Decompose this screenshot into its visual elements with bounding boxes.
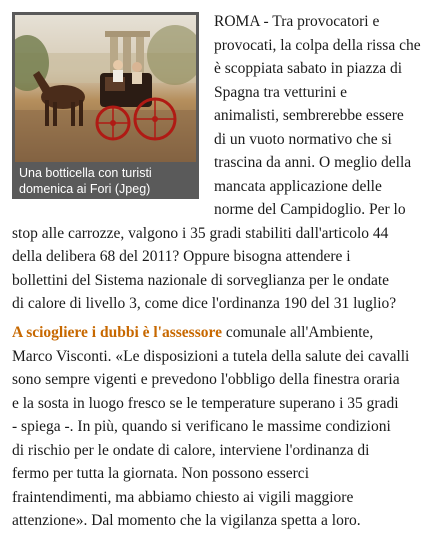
text-line: norme del Campidoglio. Per lo xyxy=(214,201,406,218)
photo-illustration xyxy=(15,15,196,162)
text-line: stop alle carrozze, valgono i 35 gradi stabiliti dall'articolo 44 xyxy=(12,224,389,242)
text-line: attenzione». Dal momento che la vigilanza spetta a loro. xyxy=(12,512,361,529)
text-line: bollettini del Sistema nazionale di sorveglianza per le ondate xyxy=(12,271,390,289)
text-line: di rischio per le ondate di calore, interviene l'ordinanza di xyxy=(12,441,370,459)
text-line: Spagna tra vetturini e xyxy=(214,83,347,101)
caption-line-2: domenica ai Fori (Jpeg) xyxy=(19,182,151,196)
text-line: e la sosta in luogo fresco se le temperature superano i 35 gradi xyxy=(12,394,399,412)
text-line: mancata applicazione delle xyxy=(214,177,382,195)
text-line: animalisti, sembrerebbe essere xyxy=(214,107,404,124)
text-line: trascina da anni. O meglio della xyxy=(214,154,412,171)
text-line: fermo per tutta la giornata. Non possono esserci xyxy=(12,465,309,482)
text-line xyxy=(12,321,438,345)
paragraph-2 xyxy=(12,321,438,533)
text-line: - spiega -. In più, quando si verificano le massime condizioni xyxy=(12,418,391,435)
horse-carriage-photo xyxy=(15,15,196,162)
photo-frame[interactable] xyxy=(12,12,199,199)
text-line: di un vuoto normativo che si xyxy=(214,130,392,148)
text-line: fraintendimenti, ma abbiamo chiesto ai vigili maggiore xyxy=(12,488,354,506)
lead-rest: comunale all'Ambiente, xyxy=(221,324,374,341)
paragraph-1-beside-photo xyxy=(214,10,439,198)
photo-caption xyxy=(15,165,196,197)
text-line: della delibera 68 del 2011? Oppure bisogna attendere i xyxy=(12,248,351,265)
text-line: di calore di livello 3, come dice l'ordinanza 190 del 31 luglio? xyxy=(12,295,397,312)
text-line: ROMA - Tra provocatori e xyxy=(214,13,380,30)
text-line: sono sempre vigenti e prevedono l'obbligo della finestra oraria xyxy=(12,371,400,388)
text-line: è scoppiata sabato in piazza di xyxy=(214,60,403,77)
paragraph-1-full-width xyxy=(12,198,438,316)
lead-in: A sciogliere i dubbi è l'assessore xyxy=(12,324,222,341)
text-line: Marco Visconti. «Le disposizioni a tutela della salute dei cavalli xyxy=(12,347,410,365)
caption-line-1: Una botticella con turisti xyxy=(19,166,152,180)
text-line: provocati, la colpa della rissa che xyxy=(214,36,421,54)
